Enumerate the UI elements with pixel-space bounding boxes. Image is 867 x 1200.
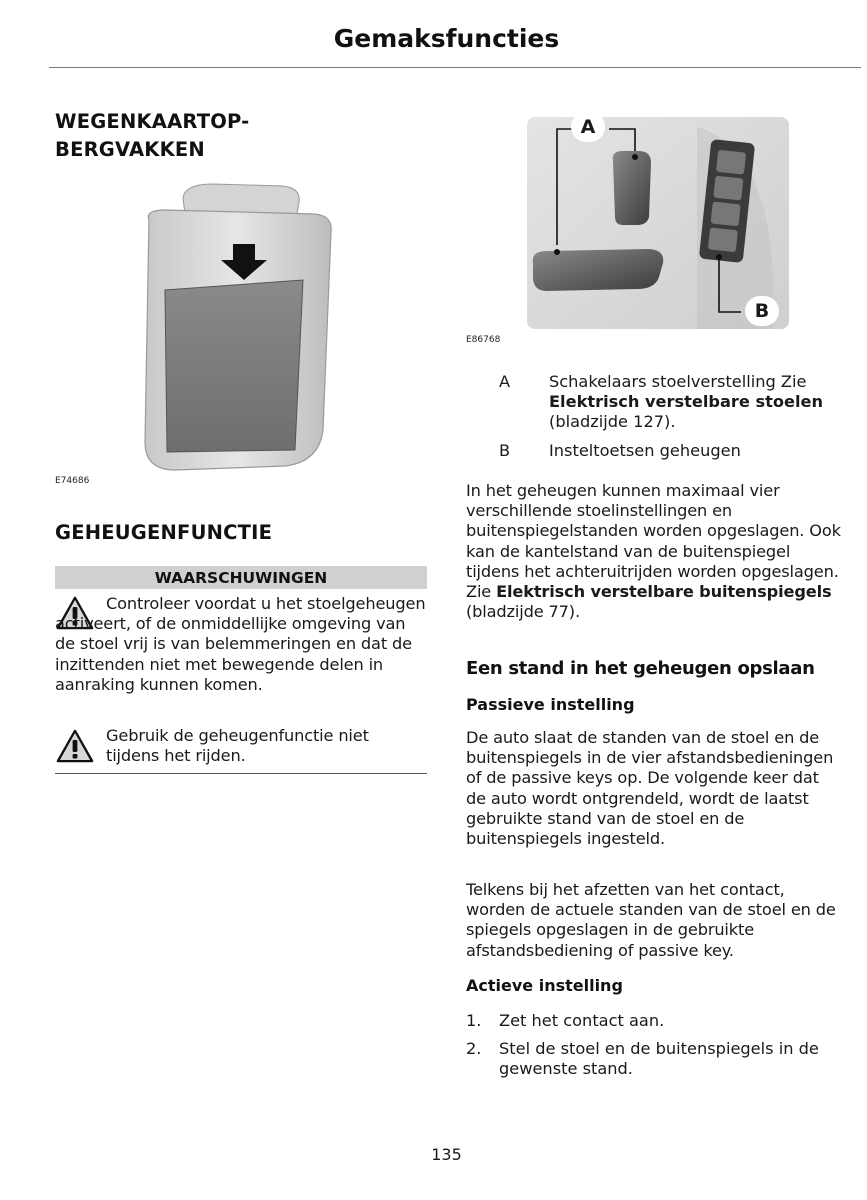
header-divider	[49, 67, 861, 68]
callout-b-label: B	[754, 300, 770, 322]
figure-label-e86768: E86768	[466, 335, 501, 345]
warning-triangle-icon	[56, 729, 94, 763]
warning-text-2: Gebruik de geheugenfunctie niet tijdens het rijden.	[106, 726, 369, 766]
annotation-text	[549, 372, 849, 433]
list-item	[466, 1011, 846, 1033]
list-item	[466, 1039, 846, 1083]
annotation-row-a	[499, 372, 844, 434]
annotation-key: A	[499, 372, 511, 391]
intro-paragraph	[466, 481, 842, 622]
passive-setting-title: Passieve instelling	[466, 695, 635, 714]
section-title-memory-function: GEHEUGENFUNCTIE	[55, 521, 273, 544]
section-title-map-pockets: WEGENKAARTOP-BERGVAKKEN	[55, 110, 250, 161]
passive-setting-text-2: Telkens bij het afzetten van het contact, worden de actuele standen van de stoel en de spiegels opgeslagen in de gebruikte afstandsbediening of passive key.	[466, 880, 836, 960]
subsection-title-store-position: Een stand in het geheugen opslaan	[466, 658, 815, 679]
page-header-title: Gemaksfuncties	[333, 24, 560, 53]
callout-a-badge	[571, 112, 605, 142]
list-number: 2.	[466, 1039, 482, 1058]
warning-text-1: Controleer voordat u het stoelgeheugen activeert, of de onmiddellijke omgeving van de stoel vrij is van belemmeringen en dat de inzittenden niet met bewegende delen in aanraking kunnen komen.	[55, 594, 426, 694]
link-mirrors[interactable]: Elektrisch verstelbare buitenspiegels	[496, 582, 832, 602]
list-text: Zet het contact aan.	[499, 1011, 665, 1030]
warnings-title: WAARSCHUWINGEN	[55, 566, 427, 589]
callout-a-label: A	[580, 116, 596, 138]
warnings-bottom-rule	[55, 773, 427, 774]
annotation-text: Insteltoetsen geheugen	[549, 441, 741, 460]
annotation-key: B	[499, 441, 511, 460]
passive-setting-text: De auto slaat de standen van de stoel en de buitenspiegels in de vier afstandsbedieningen of de passive keys op. De volgende keer dat de auto wordt ontgrendeld, wordt de laatst gebruikte stand van de stoel en de buitenspiegels ingesteld.	[466, 728, 834, 849]
list-number: 1.	[466, 1011, 482, 1030]
intro-text: In het geheugen kunnen maximaal vier verschillende stoelinstellingen en buitenspiegelstanden worden opgeslagen. Ook kan de kantelstand van de buitenspiegel tijdens het achteruitrijden worden opgeslagen. Zie	[466, 481, 841, 602]
annotation-link-seats[interactable]: Elektrisch verstelbare stoelen	[549, 392, 824, 412]
seat-back-figure	[105, 180, 350, 478]
annotation-row-b	[499, 441, 844, 463]
callout-b-badge	[745, 296, 779, 326]
figure-label-e74686: E74686	[55, 476, 90, 486]
intro-text-after: (bladzijde 77).	[466, 602, 580, 622]
list-text: Stel de stoel en de buitenspiegels in de gewenste stand.	[499, 1039, 819, 1079]
annotation-text-before: Schakelaars stoelverstelling Zie	[549, 372, 807, 391]
annotation-text-after: (bladzijde 127).	[549, 412, 676, 432]
seat-switch-figure	[527, 117, 789, 329]
page-number: 135	[431, 1145, 462, 1164]
active-setting-title: Actieve instelling	[466, 976, 623, 995]
